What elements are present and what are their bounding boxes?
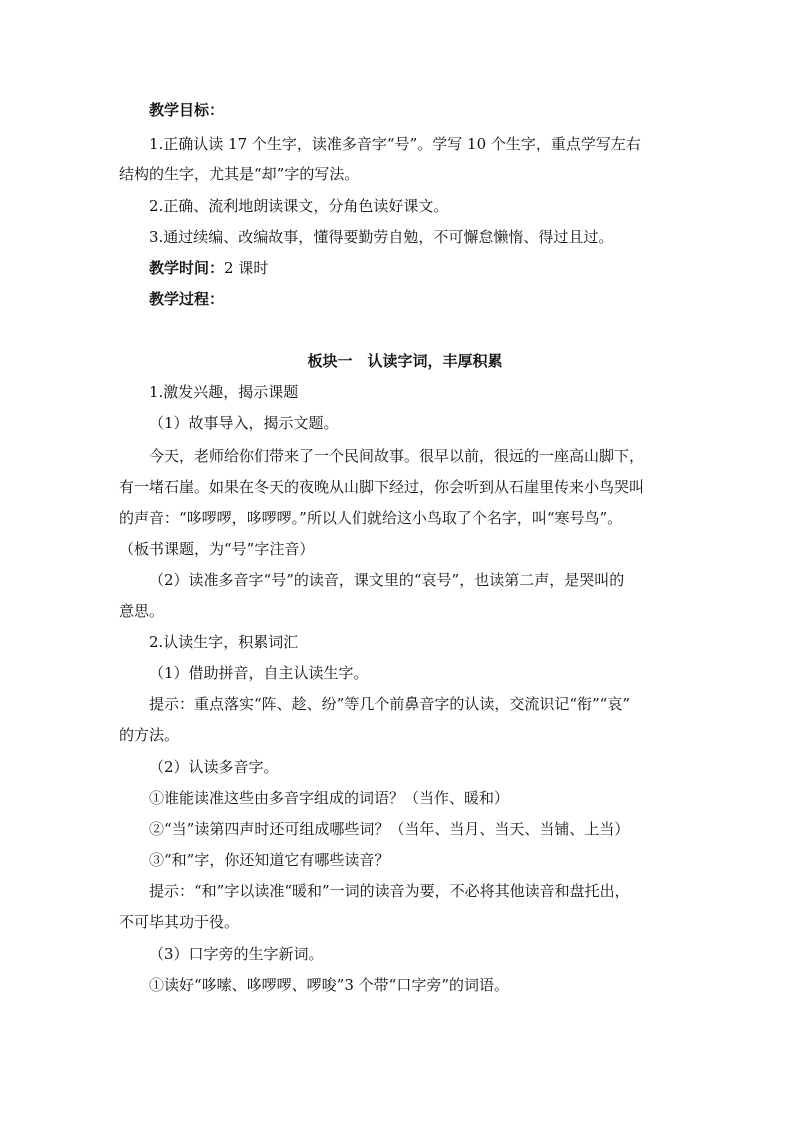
objective-1-line-1: 1.正确认读 17 个生字，读准多音字“号”。学写 10 个生字，重点学写左右 xyxy=(149,135,641,153)
process-heading: 教学过程： xyxy=(149,290,225,308)
body-line: 的声音：“哆啰啰，哆啰啰。”所以人们就给这小鸟取了个名字，叫“寒号鸟”。 xyxy=(119,509,623,527)
body-line: 有一堵石崖。如果在冬天的夜晚从山脚下经过，你会听到从石崖里传来小鸟哭叫 xyxy=(119,478,645,496)
body-line: 提示：重点落实“阵、趁、纷”等几个前鼻音字的认读，交流识记“衔”“哀” xyxy=(149,695,631,713)
objective-1-line-2: 结构的生字，尤其是“却”字的写法。 xyxy=(119,165,360,183)
body-line: 1.激发兴趣，揭示课题 xyxy=(149,383,299,401)
objective-2: 2.正确、流利地朗读课文，分角色读好课文。 xyxy=(149,197,449,215)
section-title: 板块一 认读字词，丰厚积累 xyxy=(307,352,503,370)
body-line: 意思。 xyxy=(119,602,165,620)
teaching-time-value: 2 课时 xyxy=(224,259,269,277)
body-line: ①读好“哆嗦、哆啰啰、啰唆”3 个带“口字旁”的词语。 xyxy=(149,976,509,994)
body-line: ③“和”字，你还知道它有哪些读音？ xyxy=(149,851,390,869)
objective-3: 3.通过续编、改编故事，懂得要勤劳自勉，不可懈怠懒惰、得过且过。 xyxy=(149,228,614,246)
body-line: 的方法。 xyxy=(119,726,180,744)
body-line: 今天，老师给你们带来了一个民间故事。很早以前，很远的一座高山脚下， xyxy=(149,447,645,465)
body-line: （3）口字旁的生字新词。 xyxy=(149,945,324,963)
body-line: （1）借助拼音，自主认读生字。 xyxy=(149,664,369,682)
body-line: 提示：“和”字以读准“暖和”一词的读音为要，不必将其他读音和盘托出， xyxy=(149,882,630,900)
body-line: （2）认读多音字。 xyxy=(149,758,279,776)
body-line: （2）读准多音字“号”的读音，课文里的“哀号”，也读第二声，是哭叫的 xyxy=(149,571,625,589)
body-line: （1）故事导入，揭示文题。 xyxy=(149,414,339,432)
objectives-heading: 教学目标： xyxy=(149,101,225,119)
body-line: （板书课题，为“号”字注音） xyxy=(119,540,315,558)
body-line: ①谁能读准这些由多音字组成的词语？（当作、暖和） xyxy=(149,789,510,807)
body-line: 不可毕其功于役。 xyxy=(119,913,240,931)
body-line: ②“当”读第四声时还可组成哪些词？（当年、当月、当天、当铺、上当） xyxy=(149,820,630,838)
teaching-time xyxy=(149,258,268,278)
teaching-time-label: 教学时间： xyxy=(149,259,225,277)
body-line: 2.认读生字，积累词汇 xyxy=(149,633,299,651)
